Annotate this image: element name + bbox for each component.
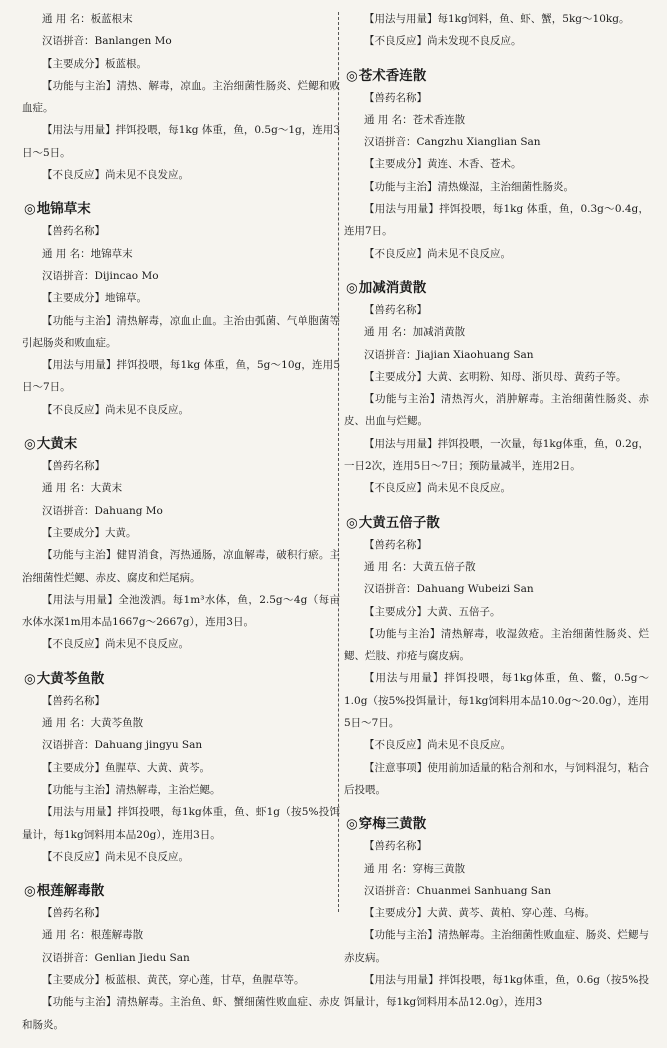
entry-line: 【不良反应】尚未见不良反应。 <box>364 482 511 495</box>
bullseye-icon: ◎ <box>346 816 358 833</box>
bullseye-icon: ◎ <box>24 883 36 900</box>
entry-line: 【功能与主治】清热解毒。主治鱼、虾、蟹细菌性败血症、赤皮和肠炎。 <box>22 996 340 1031</box>
drug-entry <box>344 813 649 1013</box>
drug-entry <box>22 880 340 1036</box>
bullseye-icon: ◎ <box>24 670 36 687</box>
drug-title <box>24 433 340 455</box>
entry-line: 【不良反应】尚未见不良反应。 <box>364 739 511 752</box>
entry-line: 汉语拼音：Jiajian Xiaohuang San <box>364 348 534 361</box>
drug-entry <box>344 65 649 265</box>
entry-line: 汉语拼音：Dijincao Mo <box>42 269 159 282</box>
entry-line: 【用法与用量】拌饵投喂，每1kg体重，鱼、虾1g（按5%投饵量计，每1kg饲料用本品20g），连用3日。 <box>22 806 340 841</box>
drug-title <box>346 512 649 534</box>
drug-entry <box>344 277 649 500</box>
drug-title-text: 大黄五倍子散 <box>358 514 440 531</box>
drug-entry <box>22 8 340 186</box>
entry-line: 通 用 名：苍术香连散 <box>364 113 466 126</box>
entry-line: 【兽药名称】 <box>364 538 427 551</box>
entry-line: 【用法与用量】拌饵投喂，每1kg体重，鱼，0.6g（按5%投饵量计，每1kg饲料用本品12.0g），连用3 <box>344 973 649 1009</box>
entry-line: 通 用 名：地锦草末 <box>42 247 133 260</box>
drug-entry <box>22 198 340 421</box>
entry-line: 通 用 名：穿梅三黄散 <box>364 862 466 875</box>
entry-line: 【用法与用量】拌饵投喂，每1kg体重，鱼、鳖，0.5g～1.0g（按5%投饵量计，每1kg饲料用本品10.0g～20.0g），连用5日～7日。 <box>344 672 649 730</box>
right-column <box>344 8 649 1026</box>
entry-line: 【主要成分】鱼腥草、大黄、黄芩。 <box>42 761 210 774</box>
entry-line: 【主要成分】黄连、木香、苍术。 <box>364 158 522 171</box>
entry-line: 【不良反应】尚未见不良发应。 <box>42 169 189 182</box>
entry-line: 【兽药名称】 <box>42 225 105 238</box>
entry-line: 【兽药名称】 <box>364 91 427 104</box>
entry-line: 【兽药名称】 <box>364 840 427 853</box>
entry-line: 【主要成分】大黄、五倍子。 <box>364 605 501 618</box>
drug-entry <box>344 8 649 53</box>
entry-line: 【用法与用量】全池泼洒。每1m³水体，鱼，2.5g～4g（每亩水体水深1m用本品1667g～2667g），连用3日。 <box>22 593 340 629</box>
bullseye-icon: ◎ <box>24 436 36 453</box>
entry-line: 通 用 名：加减消黄散 <box>364 326 466 339</box>
entry-line: 【不良反应】尚未见不良反应。 <box>364 247 511 260</box>
drug-title-text: 根莲解毒散 <box>36 883 105 900</box>
entry-line: 【用法与用量】拌饵投喂，每1kg 体重，鱼，5g～10g，连用5日～7日。 <box>22 359 340 394</box>
entry-line: 【主要成分】地锦草。 <box>42 292 147 305</box>
entry-line: 【用法与用量】拌饵投喂，每1kg 体重，鱼，0.3g～0.4g，连用7日。 <box>344 203 649 238</box>
drug-title-text: 地锦草末 <box>36 201 91 218</box>
left-column <box>22 8 340 1048</box>
drug-entry <box>22 668 340 868</box>
entry-line: 【主要成分】大黄、黄芩、黄柏、穿心莲、乌梅。 <box>364 907 595 920</box>
entry-line: 通 用 名：根莲解毒散 <box>42 929 144 942</box>
drug-title-text: 大黄末 <box>36 436 78 453</box>
drug-entry <box>22 433 340 656</box>
entry-line: 【功能与主治】清热解毒。主治细菌性败血症、肠炎、烂鳃与赤皮病。 <box>344 929 649 964</box>
entry-line: 【不良反应】尚未见不良反应。 <box>42 638 189 651</box>
entry-line: 汉语拼音：Chuanmei Sanhuang San <box>364 884 551 897</box>
entry-line: 【功能与主治】健胃消食，泻热通肠，凉血解毒，破积行瘀。主治细菌性烂鳃、赤皮、腐皮和烂尾病。 <box>22 549 340 584</box>
bullseye-icon: ◎ <box>346 279 358 296</box>
entry-line: 【兽药名称】 <box>42 907 105 920</box>
drug-title-text: 穿梅三黄散 <box>358 816 427 833</box>
entry-line: 【功能与主治】清热泻火，消肿解毒。主治细菌性肠炎、赤皮、出血与烂鳃。 <box>344 393 649 428</box>
drug-title <box>346 65 649 87</box>
entry-line: 【功能与主治】清热解毒，主治烂鳃。 <box>42 783 221 796</box>
entry-line: 【主要成分】板蓝根、黄芪，穿心莲，甘草，鱼腥草等。 <box>42 973 305 986</box>
drug-title-text: 加减消黄散 <box>358 279 427 296</box>
entry-line: 汉语拼音：Banlangen Mo <box>42 35 172 48</box>
drug-title <box>24 880 340 902</box>
drug-title <box>24 198 340 220</box>
bullseye-icon: ◎ <box>24 201 36 218</box>
bullseye-icon: ◎ <box>346 67 358 84</box>
entry-line: 【用法与用量】拌饵投喂，每1kg 体重，鱼，0.5g～1g，连用3日～5日。 <box>22 124 340 159</box>
entry-line: 通 用 名：大黄末 <box>42 482 123 495</box>
entry-line: 通 用 名：大黄芩鱼散 <box>42 717 144 730</box>
entry-line: 【主要成分】大黄。 <box>42 526 137 539</box>
entry-line: 【兽药名称】 <box>42 694 105 707</box>
drug-entry <box>344 512 649 802</box>
entry-line: 【功能与主治】清热燥湿，主治细菌性肠炎。 <box>364 180 574 193</box>
entry-line: 通 用 名：板蓝根末 <box>42 13 133 25</box>
entry-line: 【功能与主治】清热解毒，收湿敛疮。主治细菌性肠炎、烂鳃、烂肢、疖疮与腐皮病。 <box>344 627 649 663</box>
entry-line: 【注意事项】使用前加适量的粘合剂和水，与饲料混匀，粘合后投喂。 <box>344 761 649 796</box>
entry-line: 【功能与主治】清热、解毒，凉血。主治细菌性肠炎、烂鳃和败血症。 <box>22 79 340 115</box>
entry-line: 【不良反应】尚未见不良反应。 <box>42 850 189 863</box>
entry-line: 【兽药名称】 <box>42 460 105 473</box>
drug-title-text: 大黄芩鱼散 <box>36 670 105 687</box>
entry-line: 汉语拼音：Dahuang jingyu San <box>42 739 203 752</box>
entry-line: 【不良反应】尚未见不良反应。 <box>42 403 189 416</box>
drug-title <box>346 277 649 299</box>
entry-line: 汉语拼音：Dahuang Mo <box>42 504 163 517</box>
bullseye-icon: ◎ <box>346 514 358 531</box>
entry-line: 汉语拼音：Dahuang Wubeizi San <box>364 583 534 596</box>
entry-line: 【用法与用量】每1kg饲料，鱼、虾、蟹，5kg～10kg。 <box>364 13 630 25</box>
entry-line: 汉语拼音：Cangzhu Xianglian San <box>364 136 541 149</box>
drug-title-text: 苍术香连散 <box>358 67 427 84</box>
entry-line: 【主要成分】板蓝根。 <box>42 57 147 70</box>
entry-line: 【功能与主治】清热解毒，凉血止血。主治由弧菌、气单胞菌等引起肠炎和败血症。 <box>22 314 340 349</box>
entry-line: 【主要成分】大黄、玄明粉、知母、浙贝母、黄药子等。 <box>364 370 627 383</box>
column-divider <box>338 12 339 912</box>
entry-line: 【不良反应】尚未发现不良反应。 <box>364 35 522 48</box>
entry-line: 【用法与用量】拌饵投喂，一次量，每1kg体重，鱼，0.2g，一日2次，连用5日～7日；预防量减半，连用2日。 <box>344 437 649 473</box>
entry-line: 汉语拼音：Genlian Jiedu San <box>42 951 190 964</box>
drug-title <box>24 668 340 690</box>
entry-line: 通 用 名：大黄五倍子散 <box>364 560 476 573</box>
entry-line: 【兽药名称】 <box>364 303 427 316</box>
drug-title <box>346 813 649 835</box>
